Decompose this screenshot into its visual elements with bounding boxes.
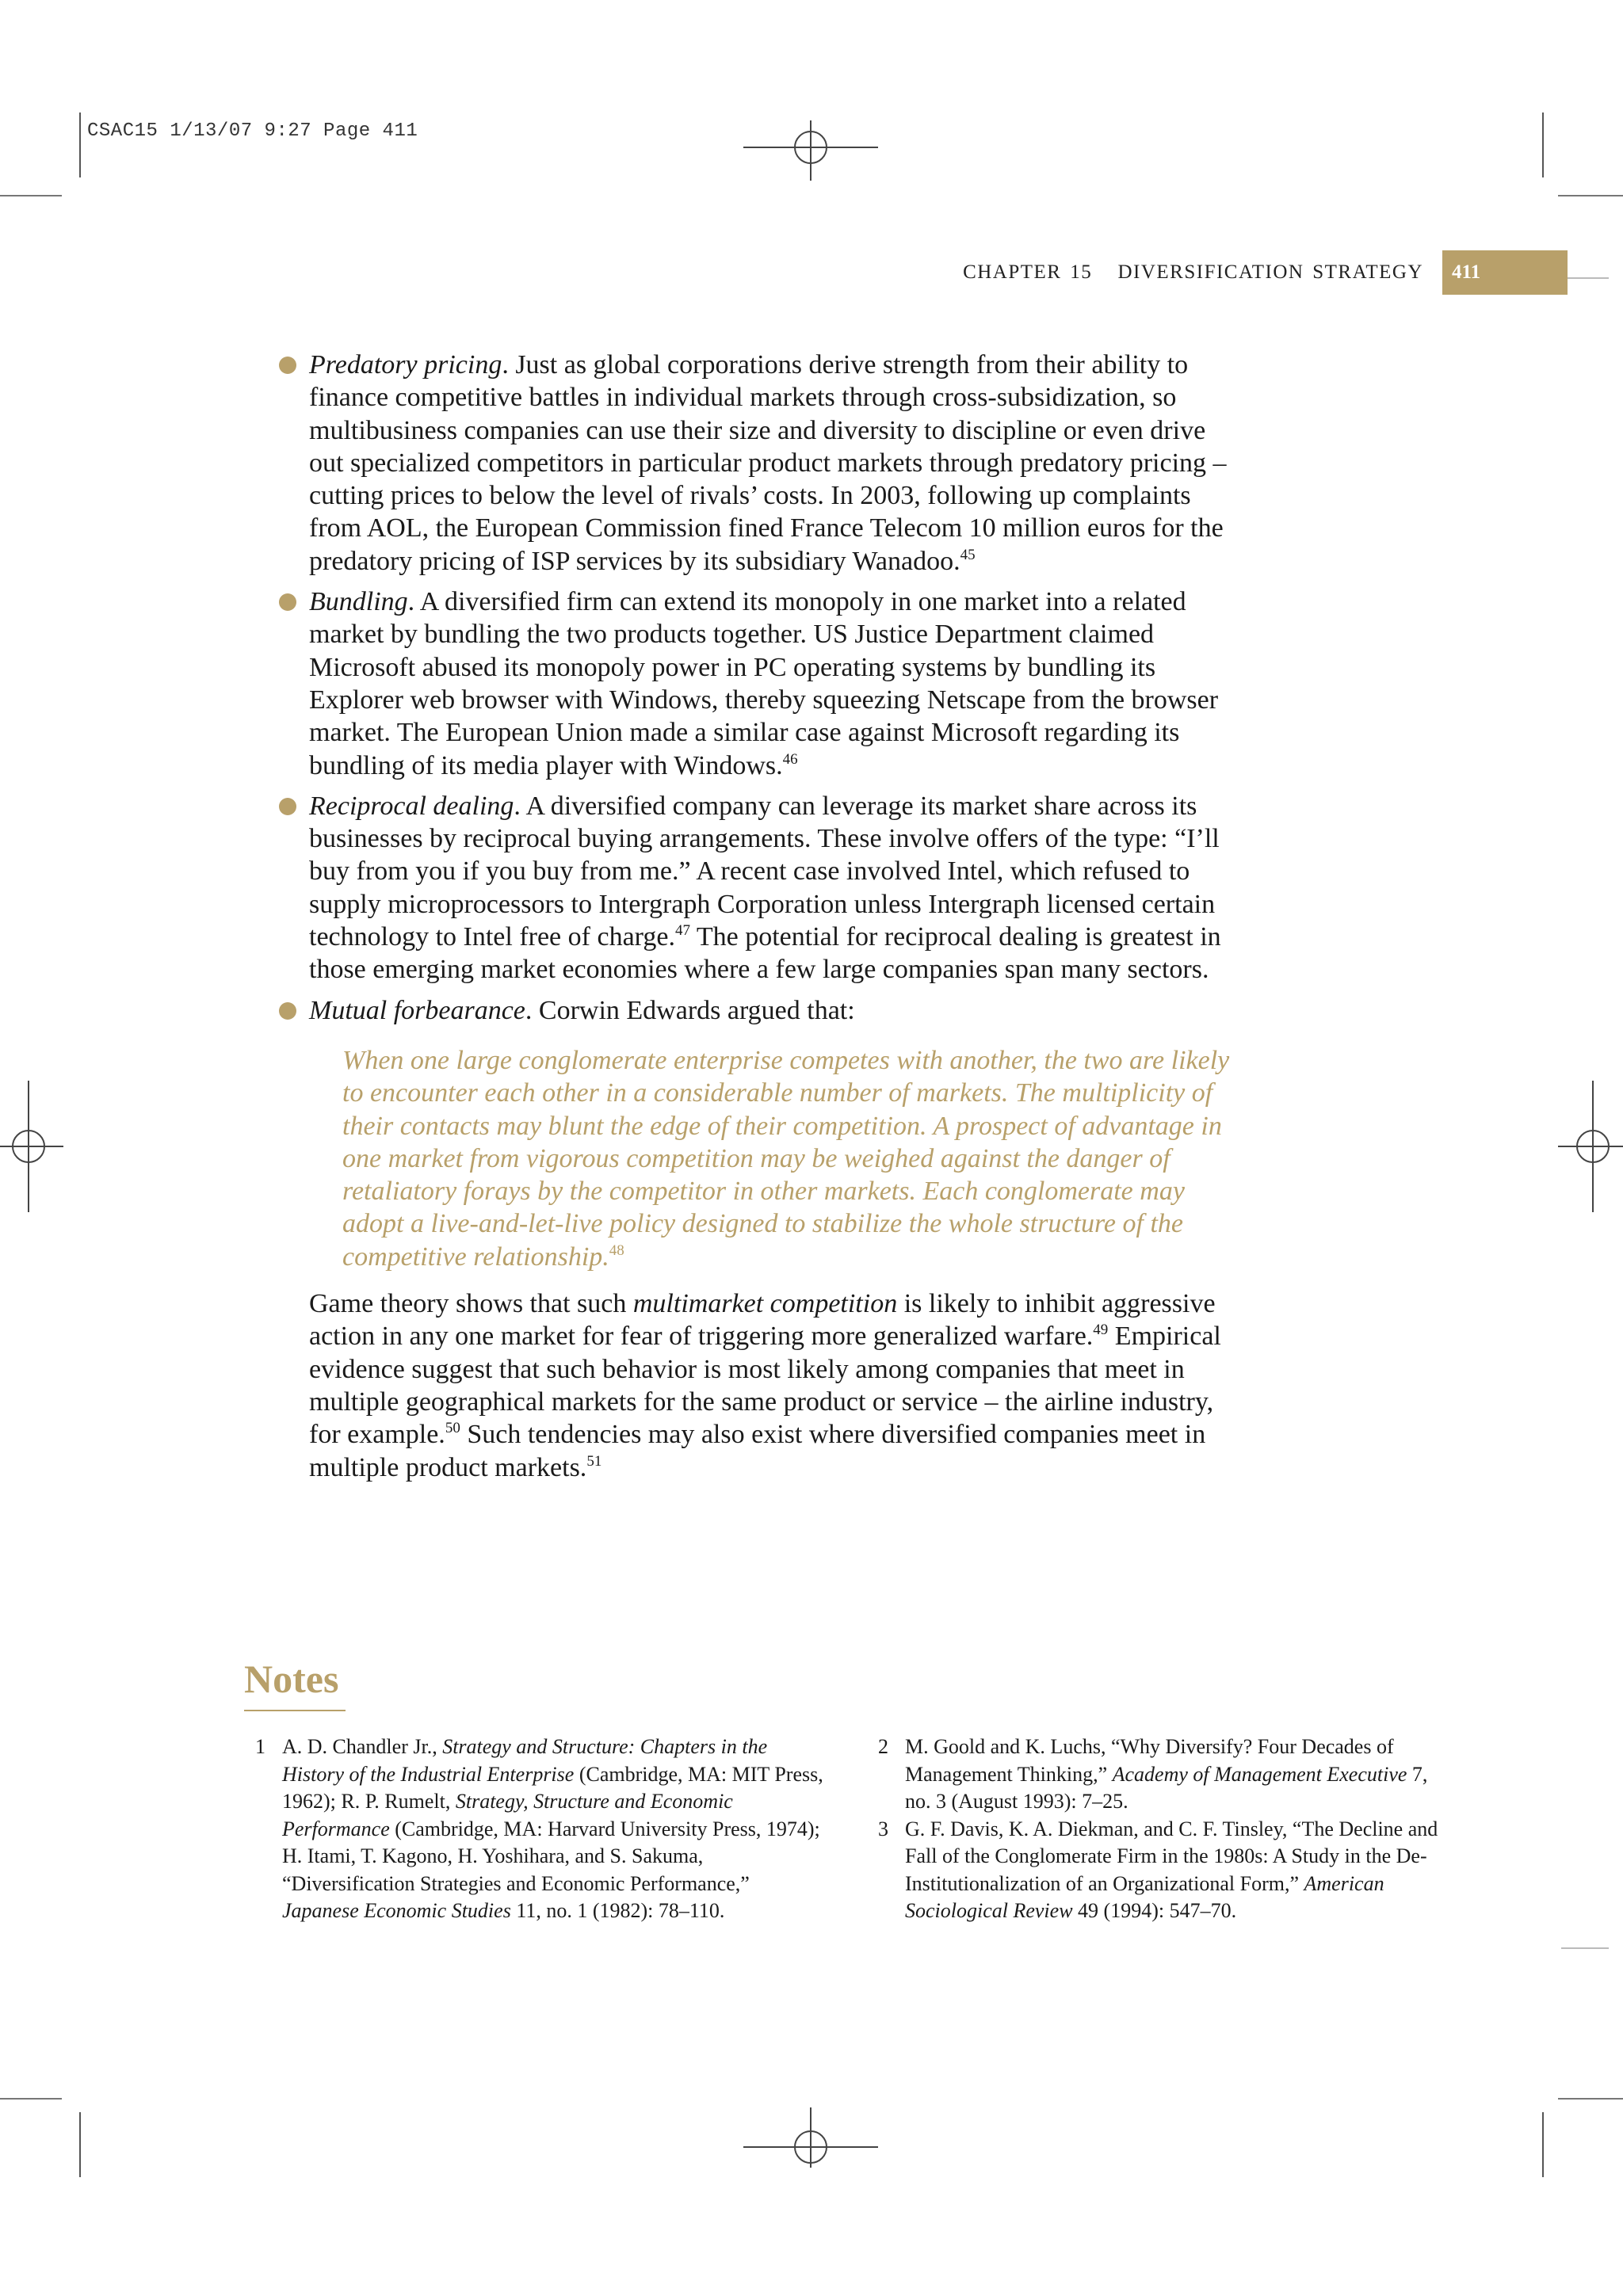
bullet-term: Reciprocal dealing xyxy=(309,791,514,821)
block-quote xyxy=(342,1044,1236,1273)
note-number: 2 xyxy=(878,1735,888,1758)
note-item xyxy=(244,1733,831,1925)
crop-mark-bottom-left-v xyxy=(79,2112,81,2177)
note-title: Strategy and Structure: Chapters in the History of the Industrial Enterprise xyxy=(282,1735,768,1786)
note-item xyxy=(867,1816,1453,1925)
note-item xyxy=(867,1733,1453,1816)
note-text: M. Goold and K. Luchs, “Why Diversify? Four Decades of Management Thinking,” xyxy=(905,1735,1394,1786)
bullet-reciprocal-dealing xyxy=(309,790,1236,986)
bullet-text: . Just as global corporations derive strength from their ability to finance competitive battles in individual markets through cross-subsidization, so multibusiness companies can use their size and diversity to discipline or even drive out specialized competitors in particular product markets through predatory pricing – cutting prices to below the level of rivals’ costs. In 2003, following up complaints from AOL, the European Commission fined France Telecom 10 million euros for the predatory pricing of ISP services by its subsidiary Wanadoo. xyxy=(309,350,1227,576)
bullet-term: Predatory pricing xyxy=(309,350,502,379)
registration-mark-left xyxy=(0,1081,63,1212)
notes-rule xyxy=(244,1710,346,1711)
bullet-dot xyxy=(279,1002,296,1020)
footnote-ref[interactable]: 50 xyxy=(445,1420,460,1437)
crop-mark-top-left-v xyxy=(79,113,81,177)
footnote-ref[interactable]: 49 xyxy=(1093,1322,1109,1339)
running-head xyxy=(963,250,1623,295)
note-text: (Cambridge, MA: Harvard University Press, 1974); H. Itami, T. Kagono, H. Yoshihara, and S. Sakuma, “Diversification Strategies and Economic Performance,” xyxy=(282,1817,820,1895)
registration-mark-bottom xyxy=(743,2107,878,2168)
bullet-text: . A diversified company can leverage its market share across its businesses by reciprocal buying arrangements. These involve offers of the type: “I’ll buy from you if you buy from me.” A recent case involved Intel, which refused to supply microprocessors to Intergraph Corporation unless Intergraph licensed certain technology to Intel free of charge. xyxy=(309,791,1220,952)
paragraph-text: Such tendencies may also exist where diversified companies meet in multiple product markets. xyxy=(309,1420,1206,1482)
bullet-term: Mutual forbearance xyxy=(309,995,525,1025)
note-text: A. D. Chandler Jr., xyxy=(282,1735,443,1758)
crop-mark-bottom-left-h xyxy=(0,2098,62,2100)
registration-mark-right xyxy=(1558,1081,1623,1212)
notes-column-right xyxy=(867,1733,1453,1925)
note-text: 7, no. 3 (August 1993): 7–25. xyxy=(905,1762,1428,1813)
footnote-ref[interactable]: 51 xyxy=(586,1452,602,1470)
notes-column-left xyxy=(244,1733,831,1925)
crop-mark-top-right-v xyxy=(1542,113,1544,177)
note-title: Strategy, Structure and Economic Performance xyxy=(282,1790,733,1840)
printer-slug: CSAC15 1/13/07 9:27 Page 411 xyxy=(87,120,418,142)
note-text: 11, no. 1 (1982): 78–110. xyxy=(510,1899,725,1922)
bullet-dot xyxy=(279,593,296,611)
bullet-bundling xyxy=(309,585,1236,782)
crop-mark-top-left-h xyxy=(0,195,62,196)
main-text xyxy=(309,349,1236,1484)
paragraph-text: Empirical evidence suggest that such behavior is most likely among companies that meet in multiple geographical markets for the same product or service – the airline industry, for example. xyxy=(309,1322,1221,1450)
note-text: G. F. Davis, K. A. Diekman, and C. F. Tinsley, “The Decline and Fall of the Conglomerate Firm in the 1980s: A Study in the De-Institutionalization of an Organizational Form,” xyxy=(905,1817,1438,1895)
game-theory-paragraph xyxy=(309,1287,1236,1484)
paragraph-text: is likely to inhibit aggressive action in any one market for fear of triggering more generalized warfare. xyxy=(309,1289,1216,1352)
bullet-predatory-pricing xyxy=(309,349,1236,578)
footnote-ref[interactable]: 46 xyxy=(782,750,798,768)
note-title: American Sociological Review xyxy=(905,1871,1384,1922)
bullet-mutual-forbearance xyxy=(309,994,1236,1027)
note-text: 49 (1994): 547–70. xyxy=(1072,1899,1237,1922)
bullet-term: Bundling xyxy=(309,587,408,617)
crop-mark-bottom-right-v xyxy=(1542,2112,1544,2177)
registration-mark-top xyxy=(743,120,878,181)
footnote-ref[interactable]: 48 xyxy=(609,1241,624,1259)
bullet-text: . A diversified firm can extend its monopoly in one market into a related market by bundling the two products together. US Justice Department claimed Microsoft abused its monopoly power in PC operating systems by bundling its Explorer web browser with Windows, thereby squeezing Netscape from the browser market. The European Union made a similar case against Microsoft regarding its bundling of its media player with Windows. xyxy=(309,587,1219,780)
note-title: Japanese Economic Studies xyxy=(282,1899,511,1922)
notes-heading: Notes xyxy=(244,1657,339,1701)
note-number: 3 xyxy=(878,1817,888,1840)
note-number: 1 xyxy=(255,1735,265,1758)
bullet-dot xyxy=(279,798,296,815)
paragraph-text: Game theory shows that such xyxy=(309,1289,633,1319)
crop-mark-top-right-h xyxy=(1558,195,1623,196)
running-head-title: CHAPTER 15 DIVERSIFICATION STRATEGY xyxy=(963,261,1423,283)
bullet-text: . Corwin Edwards argued that: xyxy=(525,995,855,1025)
footnote-ref[interactable]: 45 xyxy=(960,546,976,563)
footnote-ref[interactable]: 47 xyxy=(674,922,690,940)
note-title: Academy of Management Executive xyxy=(1112,1762,1407,1786)
quote-text: When one large conglomerate enterprise competes with another, the two are likely to encounter each other in a considerable number of markets. The multiplicity of their contacts may blunt the edge of their competition. A prospect of advantage in one market from vigorous competition may be weighed against the danger of retaliatory forays by the competitor in other markets. Each conglomerate may adopt a live-and-let-live policy designed to stabilize the whole structure of the competitive relationship. xyxy=(342,1045,1230,1272)
crop-mark-bottom-right-h xyxy=(1558,2098,1623,2100)
note-text: (Cambridge, MA: MIT Press, 1962); R. P. Rumelt, xyxy=(282,1762,823,1813)
bullet-dot xyxy=(279,357,296,374)
key-term: multimarket competition xyxy=(632,1289,898,1319)
bullet-text-continued: The potential for reciprocal dealing is greatest in those emerging market economies where a few large companies span many sectors. xyxy=(309,922,1221,985)
page-number: 411 xyxy=(1442,250,1568,295)
trim-mark-right-lower xyxy=(1561,1947,1609,1949)
